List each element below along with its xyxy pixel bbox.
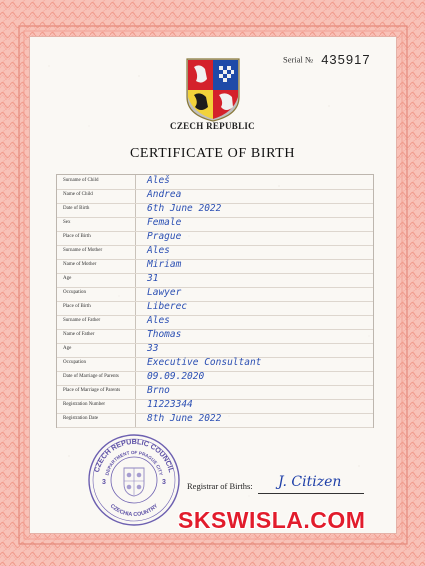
table-row xyxy=(57,357,373,372)
table-row xyxy=(57,175,373,190)
table-row xyxy=(57,203,373,218)
row-value: Brno xyxy=(147,385,170,396)
row-value: Andrea xyxy=(147,189,182,200)
row-label: Surname of Mother xyxy=(63,248,103,253)
row-value: Executive Consultant xyxy=(147,357,262,368)
row-label: Age xyxy=(63,346,72,351)
row-value: Miriam xyxy=(147,259,182,270)
table-row xyxy=(57,301,373,316)
table-row xyxy=(57,343,373,358)
table-row xyxy=(57,329,373,344)
row-value: Prague xyxy=(147,231,182,242)
row-value: Ales xyxy=(147,315,170,326)
seal-text-bottom: CZECHIA COUNTRY xyxy=(108,503,160,519)
seal-text-top: CZECH REPUBLIC COUNCIL xyxy=(91,436,177,474)
seal-emblem-icon xyxy=(124,468,144,496)
table-row xyxy=(57,231,373,246)
table-row xyxy=(57,273,373,288)
table-row xyxy=(57,399,373,414)
certificate-title: CERTIFICATE OF BIRTH xyxy=(129,146,296,161)
row-value: Alеš xyxy=(147,175,170,186)
country-name: CZECH REPUBLIC xyxy=(170,121,255,131)
row-label: Sex xyxy=(63,220,71,225)
row-value: 33 xyxy=(147,343,159,354)
table-row xyxy=(57,259,373,274)
table-row xyxy=(57,245,373,260)
serial-number: 435917 xyxy=(321,52,371,67)
table-row xyxy=(57,287,373,302)
row-label: Surname of Child xyxy=(63,178,99,183)
row-value: Liberec xyxy=(147,301,188,312)
row-value: 8th June 2022 xyxy=(147,413,222,424)
council-seal xyxy=(86,432,182,528)
seal-text-inner: DEPARTMENT OF PRAGUE CITY xyxy=(104,449,164,476)
row-label: Date of Marriage of Parents xyxy=(63,374,119,379)
row-value: Ales xyxy=(147,245,170,256)
signature-line xyxy=(258,493,364,494)
watermark-text: SKSWISLA.COM xyxy=(178,507,366,533)
row-value: Thomas xyxy=(147,329,182,340)
row-value: 09.09.2020 xyxy=(147,371,205,382)
row-label: Date of Birth xyxy=(63,206,90,211)
row-value: 31 xyxy=(147,273,159,284)
row-label: Occupation xyxy=(63,360,87,365)
table-row xyxy=(57,217,373,232)
row-label: Place of Marriage of Parents xyxy=(63,388,121,393)
seal-number-right: 3 xyxy=(162,479,166,486)
row-value: Lawyer xyxy=(147,287,182,298)
row-label: Age xyxy=(63,276,72,281)
table-row xyxy=(57,315,373,330)
table-row xyxy=(57,371,373,386)
table-row xyxy=(57,189,373,204)
details-table xyxy=(56,174,374,428)
row-label: Place of Birth xyxy=(63,304,91,309)
row-label: Place of Birth xyxy=(63,234,91,239)
table-row xyxy=(57,413,373,428)
row-label: Surname of Father xyxy=(63,318,101,323)
serial-label: Serial № xyxy=(283,54,314,65)
row-value: 11223344 xyxy=(147,399,193,410)
row-label: Occupation xyxy=(63,290,87,295)
row-value: Female xyxy=(147,217,182,228)
registrar-label: Registrar of Births: xyxy=(187,481,253,491)
row-label: Registration Date xyxy=(63,416,99,421)
row-label: Name of Child xyxy=(63,192,93,197)
row-value: 6th June 2022 xyxy=(147,203,222,214)
registrar-signature: J. Citizen xyxy=(278,474,342,490)
serial-block xyxy=(283,52,371,67)
row-label: Registration Number xyxy=(63,402,106,407)
row-label: Name of Mother xyxy=(63,262,97,267)
seal-number-left: 3 xyxy=(102,479,106,486)
row-label: Name of Father xyxy=(63,332,95,337)
table-row xyxy=(57,385,373,400)
coat-of-arms-icon xyxy=(185,57,241,123)
